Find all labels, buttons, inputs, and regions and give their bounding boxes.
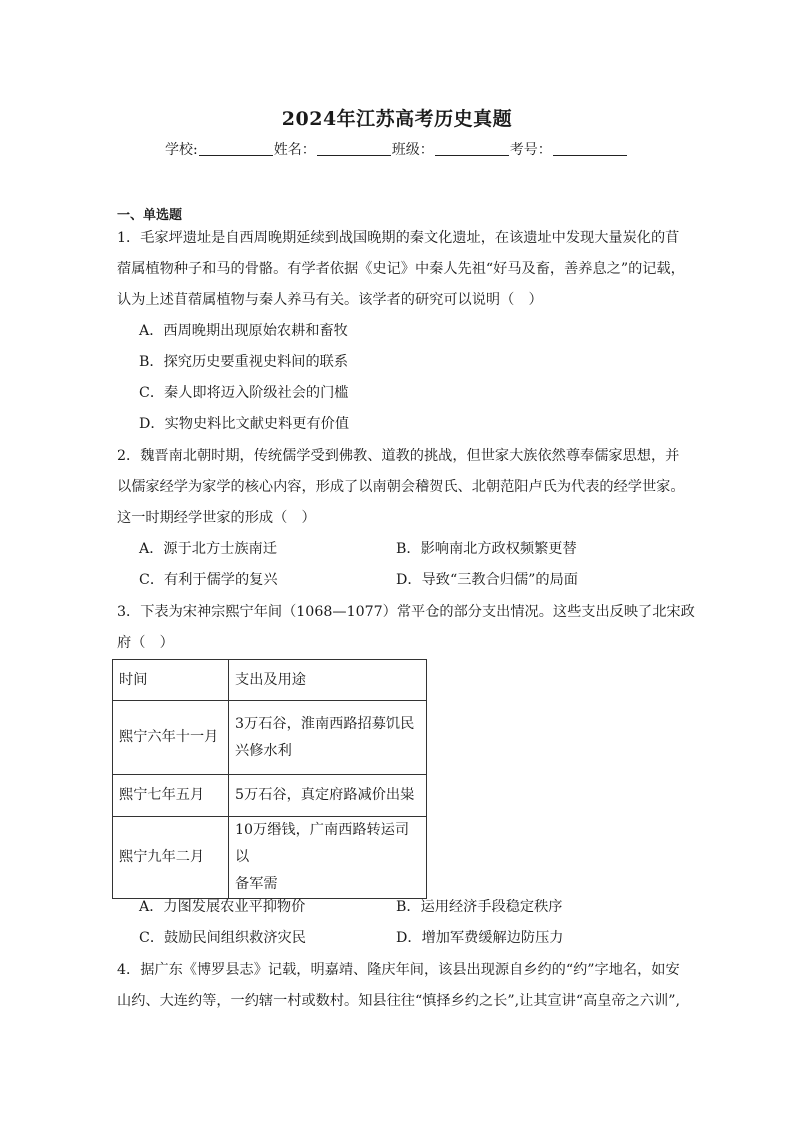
- q2-stem-line-3: 这一时期经学世家的形成（ ）: [117, 510, 316, 526]
- exam-title: 2024年江苏高考历史真题: [281, 108, 513, 130]
- q1-stem-line-2: 蓿属植物种子和马的骨骼。有学者依据《史记》中秦人先祖“好马及畜，善养息之”的记载，: [117, 261, 685, 277]
- q3-option-d[interactable]: D．增加军费缓解边防压力: [396, 930, 564, 946]
- table-row: [113, 701, 427, 775]
- q1-option-a[interactable]: A．西周晚期出现原始农耕和畜牧: [139, 323, 348, 339]
- q1-option-c[interactable]: C．秦人即将迈入阶级社会的门槛: [139, 385, 349, 401]
- name-blank[interactable]: [317, 141, 391, 156]
- table-cell-use-line: 兴修水利: [235, 742, 292, 759]
- q2-option-d[interactable]: D．导致“三教合归儒”的局面: [396, 572, 578, 588]
- expenditure-table: [112, 659, 427, 899]
- q3-stem-line-2: 府（ ）: [117, 635, 174, 651]
- q1-option-d[interactable]: D．实物史料比文献史料更有价值: [139, 416, 350, 432]
- q3-option-b[interactable]: B．运用经济手段稳定秩序: [396, 899, 563, 915]
- q1-stem-line-1: 1．毛家坪遗址是自西周晚期延续到战国晚期的秦文化遗址，在该遗址中发现大量炭化的苜: [117, 230, 680, 246]
- class-blank[interactable]: [435, 141, 509, 156]
- q1-option-b[interactable]: B．探究历史要重视史料间的联系: [139, 354, 349, 370]
- section-title: 一、单选题: [117, 208, 183, 223]
- table-row: [113, 817, 427, 899]
- name-label: 姓名：: [273, 142, 316, 158]
- table-cell-use-line: 3万石谷，淮南西路招募饥民: [235, 715, 415, 732]
- table-header-cell: 支出及用途: [229, 660, 427, 701]
- q2-option-c[interactable]: C．有利于儒学的复兴: [139, 572, 278, 588]
- school-label: 学校:: [165, 142, 198, 158]
- exam-number-blank[interactable]: [553, 141, 627, 156]
- q2-stem-line-1: 2．魏晋南北朝时期，传统儒学受到佛教、道教的挑战，但世家大族依然尊奉儒家思想，并: [117, 448, 680, 464]
- school-blank[interactable]: [199, 141, 273, 156]
- table-cell-time: 熙宁九年二月: [113, 817, 229, 899]
- table-cell-time: 熙宁七年五月: [113, 775, 229, 817]
- table-row: [113, 775, 427, 817]
- q3-option-c[interactable]: C．鼓励民间组织救济灾民: [139, 930, 306, 946]
- table-cell-use-line: 10万缗钱，广南西路转运司以: [235, 822, 410, 865]
- table-cell-use-line: 备军需: [235, 876, 278, 892]
- q3-option-a[interactable]: A．力图发展农业平抑物价: [139, 899, 306, 915]
- class-label: 班级：: [391, 142, 434, 158]
- q3-stem-line-1: 3．下表为宋神宗熙宁年间（1068—1077）常平仓的部分支出情况。这些支出反映了北宋政: [117, 604, 695, 620]
- table-cell-use: [229, 817, 427, 899]
- q2-option-b[interactable]: B．影响南北方政权频繁更替: [396, 541, 577, 557]
- table-header-cell: 时间: [113, 660, 229, 701]
- table-header-row: [113, 660, 427, 701]
- q4-stem-line-2: 山约、大连约等，一约辖一村或数村。知县往往“慎择乡约之长”,让其宣讲“高皇帝之六训”,: [117, 993, 680, 1009]
- exam-number-label: 考号：: [509, 142, 552, 158]
- student-info-line: [165, 139, 628, 159]
- table-cell-time: 熙宁六年十一月: [113, 701, 229, 775]
- q4-stem-line-1: 4．据广东《博罗县志》记载，明嘉靖、隆庆年间，该县出现源自乡约的“约”字地名，如安: [117, 962, 680, 978]
- q2-stem-line-2: 以儒家经学为家学的核心内容，形成了以南朝会稽贺氏、北朝范阳卢氏为代表的经学世家。: [117, 479, 685, 495]
- table-cell-use: [229, 701, 427, 775]
- q2-option-a[interactable]: A．源于北方士族南迁: [139, 541, 277, 557]
- table-cell-use: 5万石谷，真定府路减价出粜: [229, 775, 427, 817]
- q1-stem-line-3: 认为上述苜蓿属植物与秦人养马有关。该学者的研究可以说明（ ）: [117, 292, 543, 308]
